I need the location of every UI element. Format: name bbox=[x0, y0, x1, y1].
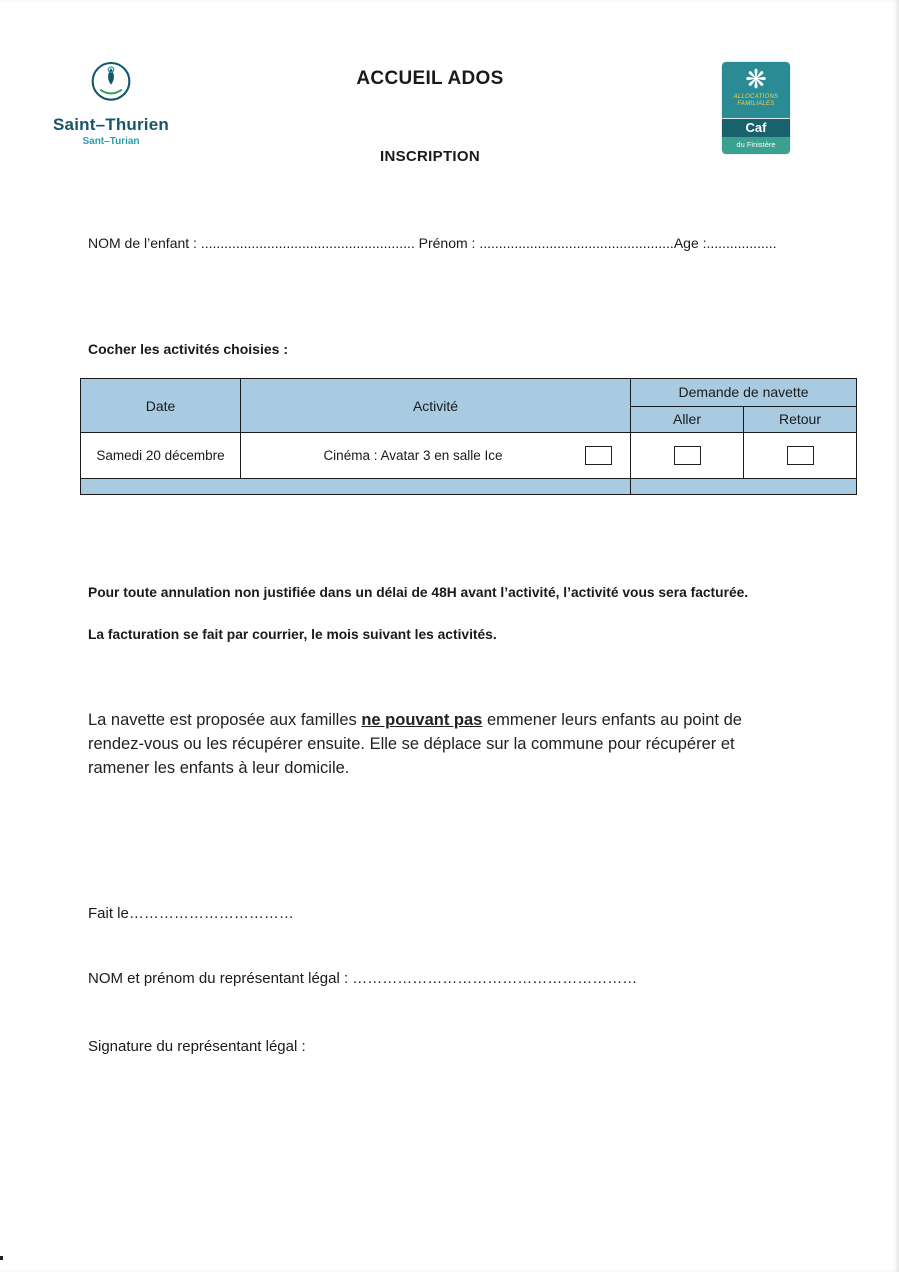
navette-text-2: emmener leurs enfants au point de rendez-vous ou les récupérer ensuite. Elle se déplace sur la commune pour récupérer et ramener les enfants à leur domicile. bbox=[88, 711, 742, 777]
cell-retour bbox=[744, 433, 857, 479]
scan-speck bbox=[0, 1256, 3, 1260]
caf-name: Caf bbox=[722, 118, 790, 137]
cell-date: Samedi 20 décembre bbox=[81, 433, 241, 479]
navette-text-1: La navette est proposée aux familles bbox=[88, 711, 362, 729]
date-signed-line: Fait le…………………………… bbox=[88, 905, 294, 922]
child-identity-line: NOM de l’enfant : ....................................................... Prénom : ..................................................Age :.................. bbox=[88, 235, 777, 251]
header-retour: Retour bbox=[744, 406, 857, 433]
page-title: ACCUEIL ADOS bbox=[356, 68, 504, 89]
legal-representative-line: NOM et prénom du représentant légal : ………………………………………………… bbox=[88, 970, 638, 987]
billing-note: La facturation se fait par courrier, le mois suivant les activités. bbox=[88, 627, 497, 642]
navette-paragraph bbox=[88, 708, 794, 780]
cell-aller bbox=[631, 433, 744, 479]
activities-table bbox=[80, 378, 857, 495]
navette-text-bold: ne pouvant pas bbox=[361, 711, 483, 729]
header-navette: Demande de navette bbox=[631, 379, 857, 407]
footer-left-cell bbox=[81, 479, 631, 495]
activity-checkbox[interactable] bbox=[585, 446, 612, 465]
activity-label: Cinéma : Avatar 3 en salle Ice bbox=[323, 448, 503, 463]
caf-logo-top bbox=[722, 62, 790, 118]
footer-right-cell bbox=[631, 479, 857, 495]
cell-activity bbox=[241, 433, 631, 479]
header-aller: Aller bbox=[631, 406, 744, 433]
table-footer-row bbox=[81, 479, 857, 495]
header-activity: Activité bbox=[241, 379, 631, 433]
page-subtitle: INSCRIPTION bbox=[380, 148, 480, 165]
saint-thurien-subname: Sant–Turian bbox=[82, 136, 140, 147]
caf-region: du Finistère bbox=[722, 137, 790, 154]
caf-allocations-label: ALLOCATIONS bbox=[733, 94, 779, 100]
cancellation-note: Pour toute annulation non justifiée dans un délai de 48H avant l’activité, l’activité vous sera facturée. bbox=[88, 585, 749, 600]
signature-line: Signature du représentant légal : bbox=[88, 1038, 306, 1055]
header-date: Date bbox=[81, 379, 241, 433]
saint-thurien-name: Saint–Thurien bbox=[53, 115, 169, 134]
aller-checkbox[interactable] bbox=[674, 446, 701, 465]
caf-emblem-icon: ❋ bbox=[745, 64, 767, 94]
caf-logo bbox=[722, 62, 790, 154]
caf-familiales-label: FAMILIALES bbox=[737, 101, 775, 107]
table-row bbox=[81, 433, 857, 479]
retour-checkbox[interactable] bbox=[787, 446, 814, 465]
activities-instruction: Cocher les activités choisies : bbox=[88, 341, 288, 357]
